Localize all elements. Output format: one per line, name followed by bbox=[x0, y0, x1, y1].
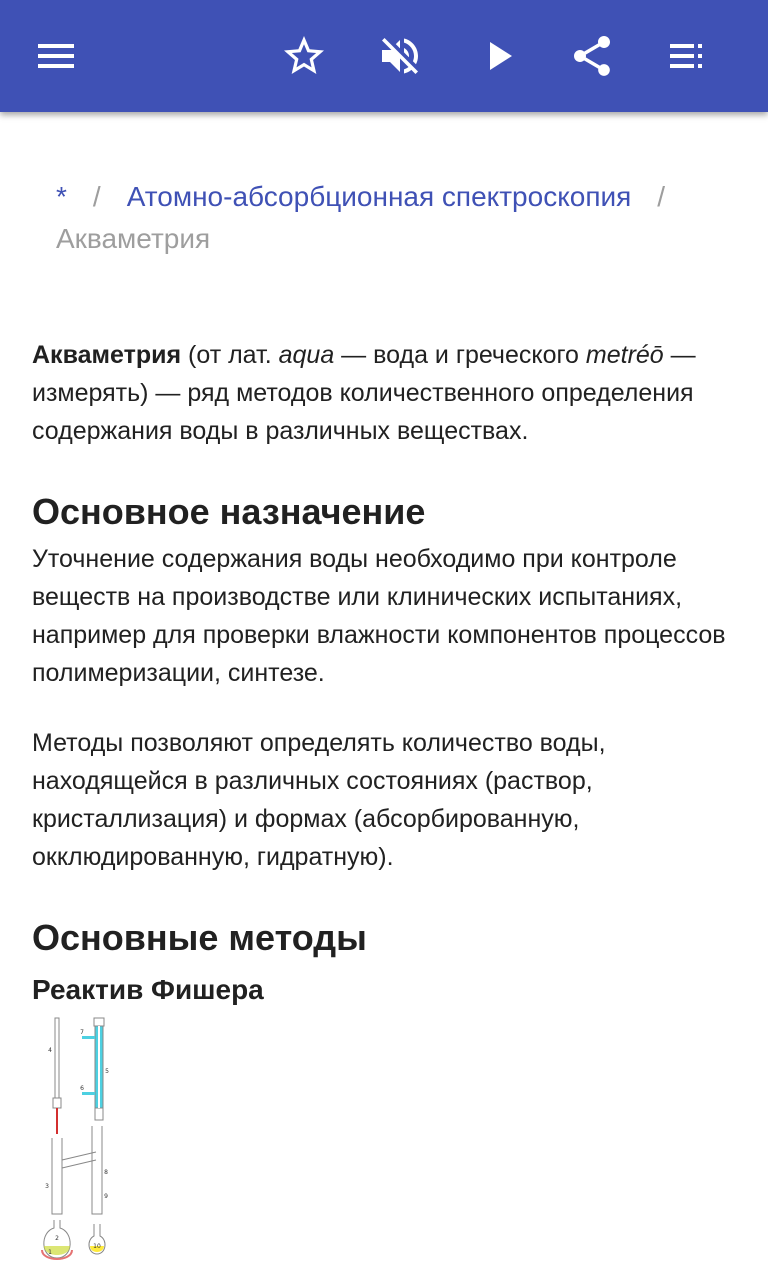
burette-tip-liquid bbox=[56, 1108, 58, 1134]
breadcrumb-separator: / bbox=[92, 181, 101, 212]
section-heading-methods: Основные методы bbox=[32, 917, 367, 958]
intro-paragraph bbox=[32, 336, 736, 450]
breadcrumb bbox=[56, 176, 736, 260]
fischer-apparatus-image[interactable] bbox=[36, 1014, 112, 1266]
figure-label: 8 bbox=[104, 1169, 108, 1176]
breadcrumb-separator: / bbox=[657, 181, 666, 212]
connecting-bridge bbox=[62, 1152, 96, 1168]
condenser-water-inlet bbox=[82, 1036, 95, 1039]
figure-label: 4 bbox=[48, 1047, 52, 1054]
section-heading-purpose: Основное назначение bbox=[32, 491, 426, 532]
burette-tube bbox=[55, 1018, 59, 1098]
intro-latin-word: aqua bbox=[278, 341, 335, 369]
condenser-water-outlet bbox=[82, 1092, 95, 1095]
right-column bbox=[92, 1126, 102, 1214]
intro-text: — измерять) — ряд методов количественного определения содержания воды в различных веществах. bbox=[32, 341, 696, 445]
condenser-top-joint bbox=[94, 1018, 104, 1026]
star-outline-icon bbox=[280, 32, 328, 80]
breadcrumb-current: Акваметрия bbox=[56, 223, 211, 254]
figure-label: 2 bbox=[55, 1235, 59, 1242]
play-icon bbox=[474, 32, 522, 80]
paragraph-purpose-2: Методы позволяют определять количество воды, находящейся в различных состояниях (раствор, кристаллизация) и формах (абсорбированную, окклюдированную, гидратную). bbox=[32, 729, 606, 871]
subsection-heading-fischer: Реактив Фишера bbox=[32, 974, 264, 1005]
figure-label: 1 bbox=[48, 1249, 52, 1256]
breadcrumb-root-link[interactable]: * bbox=[56, 181, 67, 212]
figure-label: 5 bbox=[105, 1068, 109, 1075]
breadcrumb-parent-link[interactable]: Атомно-абсорбционная спектроскопия bbox=[126, 181, 632, 212]
left-column bbox=[52, 1138, 62, 1214]
intro-text: — вода и греческого bbox=[334, 341, 586, 369]
intro-term: Акваметрия bbox=[32, 341, 182, 369]
figure-label: 9 bbox=[104, 1193, 108, 1200]
figure-label: 6 bbox=[80, 1085, 84, 1092]
app-bar bbox=[0, 0, 768, 112]
share-icon bbox=[568, 32, 616, 80]
volume-off-icon bbox=[376, 32, 424, 80]
bookmark-button[interactable] bbox=[276, 28, 332, 84]
intro-text: (от лат. bbox=[181, 341, 279, 369]
list-icon bbox=[664, 32, 712, 80]
share-button[interactable] bbox=[564, 28, 620, 84]
condenser-bottom-joint bbox=[95, 1108, 103, 1120]
paragraph-purpose-1: Уточнение содержания воды необходимо при контроле веществ на производстве или клинических испытаниях, например для проверки влажности компонентов процессов полимеризации, синтезе. bbox=[32, 545, 726, 687]
hamburger-menu-icon bbox=[32, 32, 80, 80]
play-button[interactable] bbox=[470, 28, 526, 84]
burette-stopcock bbox=[53, 1098, 61, 1108]
figure-label: 3 bbox=[45, 1183, 49, 1190]
mute-button[interactable] bbox=[372, 28, 428, 84]
figure-label: 7 bbox=[80, 1029, 84, 1036]
contents-button[interactable] bbox=[660, 28, 716, 84]
intro-greek-word: metréō bbox=[585, 341, 664, 369]
figure-label: 10 bbox=[93, 1243, 101, 1250]
menu-button[interactable] bbox=[28, 28, 84, 84]
